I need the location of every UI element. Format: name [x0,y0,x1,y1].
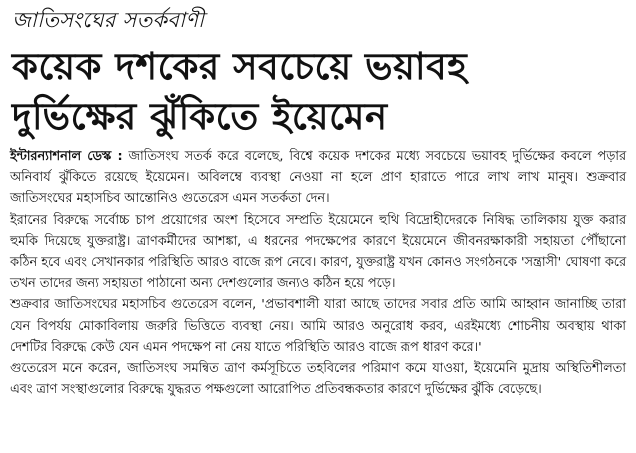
headline-line-2: দুর্ভিক্ষের ঝুঁকিতে ইয়েমেন [12,95,388,138]
article-kicker: জাতিসংঘের সতর্কবাণী [12,8,205,32]
paragraph-2: ইরানের বিরুদ্ধে সর্বোচ্চ চাপ প্রয়োগের অংশ হিসেবে সম্প্রতি ইয়েমেনে হুথি বিদ্রোহীদেরকে নিষিদ্ধ তালিকায় যুক্ত করার হুমকি দিয়েছে যুক্তরাষ্ট্র। ত্রাণকর্মীদের আশঙ্কা, এ ধরনের পদক্ষেপের কারণে ইয়েমেনে জীবনরক্ষাকারী সহায়তা পৌঁছানো কঠিন হবে এবং সেখানকার পরিস্থিতি আরও বাজে রূপ নেবে। কারণ, যুক্তরাষ্ট্র যখন কোনও সংগঠনকে 'সন্ত্রাসী' ঘোষণা করে তখন তাদের জন্য সহায়তা পাঠানো অন্য দেশগুলোর জন্যও কঠিন হয়ে পড়ে। [10,212,626,292]
paragraph-3: শুক্রবার জাতিসংঘের মহাসচিব গুতেরেস বলেন, 'প্রভাবশালী যারা আছে তাদের সবার প্রতি আমি আহ্বান জানাচ্ছি তারা যেন বিপর্যয় মোকাবিলায় জরুরি ভিত্তিতে ব্যবস্থা নেয়। আমি আরও অনুরোধ করব, এরইমধ্যে শোচনীয় অবস্থায় থাকা দেশটির বিরুদ্ধে কেউ যেন এমন পদক্ষেপ না নেয় যাতে পরিস্থিতি আরও বাজে রূপ ধারণ করে।' [10,297,626,355]
headline-line-1: কয়েক দশকের সবচেয়ে ভয়াবহ [12,45,468,88]
article-body [10,146,626,400]
paragraph-4: গুতেরেস মনে করেন, জাতিসংঘ সমন্বিত ত্রাণ কর্মসূচিতে তহবিলের পরিমাণ কমে যাওয়া, ইয়েমেনি মুদ্রায় অস্থিতিশীলতা এবং ত্রাণ সংস্থাগুলোর বিরুদ্ধে যুদ্ধরত পক্ষগুলো আরোপিত প্রতিবন্ধকতার কারণে দুর্ভিক্ষের ঝুঁকি বেড়েছে। [10,361,626,398]
dateline: ইন্টারন্যাশনাল ডেস্ক : [10,149,123,164]
paragraph-1-text: জাতিসংঘ সতর্ক করে বলেছে, বিশ্বে কয়েক দশকের মধ্যে সবচেয়ে ভয়াবহ দুর্ভিক্ষের কবলে পড়ার অনিবার্য ঝুঁকিতে রয়েছে ইয়েমেন। অবিলম্বে ব্যবস্থা নেওয়া না হলে প্রাণ হারাতে পারে লাখ লাখ মানুষ। শুক্রবার জাতিসংঘের মহাসচিব আন্তোনিও গুতেরেস এমন সতর্কতা দেন। [10,149,626,207]
paragraph-1 [10,146,626,210]
